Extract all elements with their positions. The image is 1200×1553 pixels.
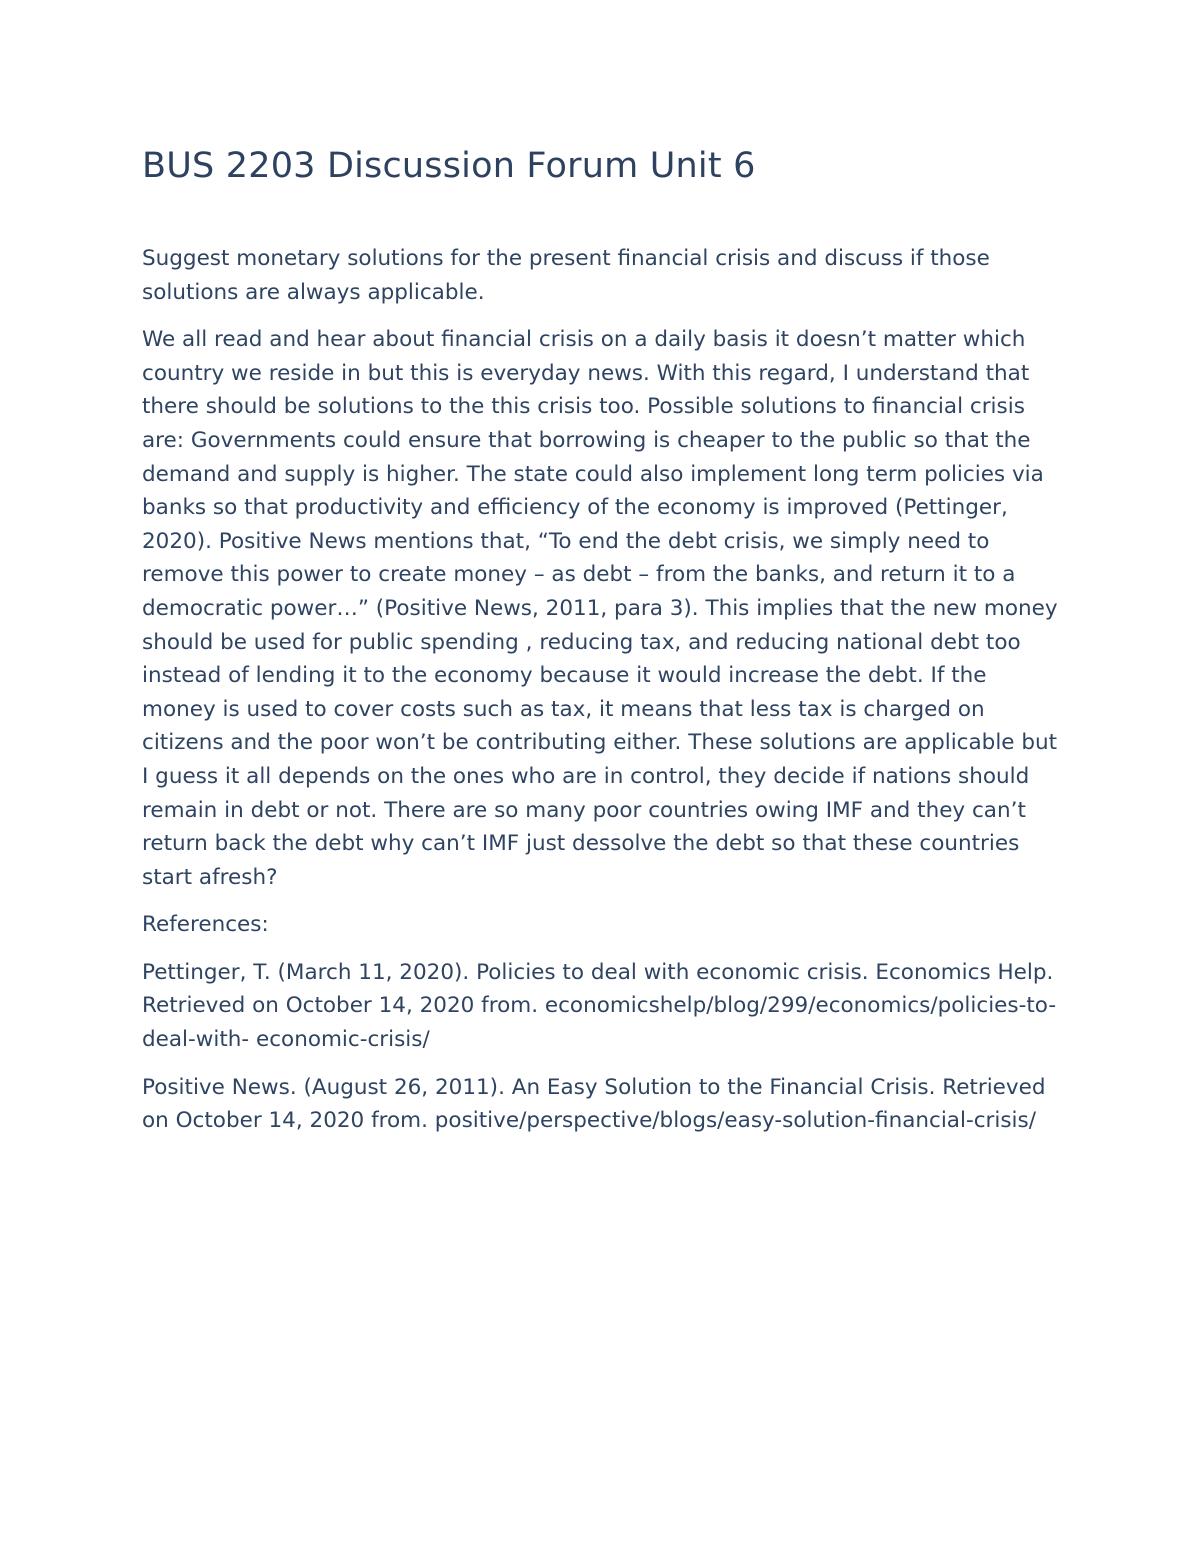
document-title: BUS 2203 Discussion Forum Unit 6 xyxy=(142,146,756,186)
discussion-body: We all read and hear about financial crisis on a daily basis it doesn’t matter which country we reside in but this is everyday news. With this regard, I understand that there should be solutions to the this crisis too. Possible solutions to financial crisis are: Governments could ensure that borrowing is cheaper to the public so that the demand and supply is higher. The state could also implement long term policies via banks so that productivity and efficiency of the economy is improved (Pettinger, 2020). Positive News mentions that, “To end the debt crisis, we simply need to remove this power to create money – as debt – from the banks, and return it to a democratic power…” (Positive News, 2011, para 3). This implies that the new money should be used for public spending , reducing tax, and reducing national debt too instead of lending it to the economy because it would increase the debt. If the money is used to cover costs such as tax, it means that less tax is charged on citizens and the poor won’t be contributing either. These solutions are applicable but I guess it all depends on the ones who are in control, they decide if nations should remain in debt or not. There are so many poor countries owing IMF and they can’t return back the debt why can’t IMF just dessolve the debt so that these countries start afresh? xyxy=(142,327,1058,890)
discussion-prompt: Suggest monetary solutions for the present financial crisis and discuss if those solutions are always applicable. xyxy=(142,246,990,305)
references-heading: References: xyxy=(142,912,269,938)
document-page xyxy=(142,140,1062,1152)
reference-item: Pettinger, T. (March 11, 2020). Policies to deal with economic crisis. Economics Help. Retrieved on October 14, 2020 from. economicshelp/blog/299/economics/policies-to-deal-with- economic-crisis/ xyxy=(142,959,1057,1053)
reference-item: Positive News. (August 26, 2011). An Easy Solution to the Financial Crisis. Retrieved on October 14, 2020 from. positive/perspective/blogs/easy-solution-financial-crisis/ xyxy=(142,1074,1046,1134)
